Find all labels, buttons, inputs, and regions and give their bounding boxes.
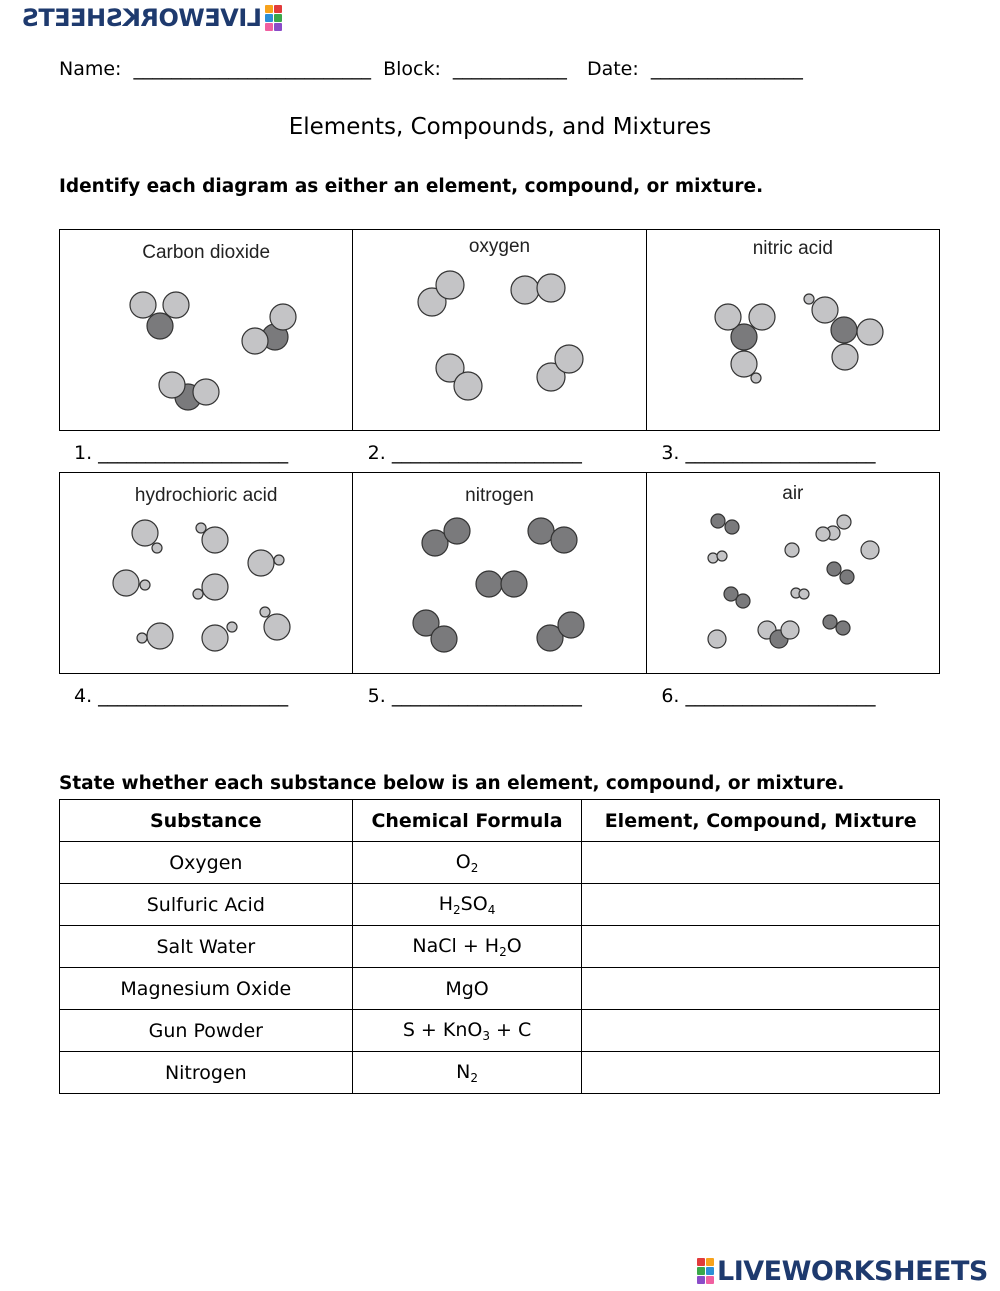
answer-blank-5[interactable]: 5. ____________________ [367, 685, 582, 707]
block-label: Block: [383, 58, 441, 80]
dark-atom [431, 626, 457, 652]
light-atom [196, 523, 206, 533]
answer-blank-1[interactable]: 1. ____________________ [74, 442, 289, 464]
light-atom [751, 373, 761, 383]
chemical-formula: $O_2$ [352, 842, 582, 884]
dark-atom [551, 527, 577, 553]
student-info-line [59, 58, 803, 80]
name-label: Name: [59, 58, 122, 80]
light-atom [749, 304, 775, 330]
nitric-acid-molecules [647, 230, 940, 430]
light-atom [159, 372, 185, 398]
block-blank[interactable]: ____________ [452, 58, 567, 80]
diagram-label: nitrogen [465, 485, 534, 506]
dark-atom [831, 317, 857, 343]
table-row [60, 926, 940, 968]
dark-atom [725, 520, 739, 534]
light-atom [193, 589, 203, 599]
dark-atom [823, 615, 837, 629]
chemical-formula: NaCl + $H_2O$ [352, 926, 582, 968]
light-atom [248, 550, 274, 576]
light-atom [227, 622, 237, 632]
liveworksheets-logo-bottom [697, 1255, 988, 1287]
light-atom [555, 345, 583, 373]
section2-instruction: State whether each substance below is an element, compound, or mixture. [59, 773, 845, 794]
classification-answer[interactable] [582, 842, 940, 884]
header-formula: Chemical Formula [352, 800, 582, 842]
air-molecules [647, 473, 940, 673]
light-atom [537, 274, 565, 302]
light-atom [113, 570, 139, 596]
chemical-formula: $H_2SO_4$ [352, 884, 582, 926]
header-substance: Substance [60, 800, 353, 842]
substance-name: Magnesium Oxide [60, 968, 353, 1010]
answer-blank-6[interactable]: 6. ____________________ [661, 685, 876, 707]
carbon-dioxide-molecules [60, 230, 353, 430]
table-row [60, 1052, 940, 1094]
substance-table-body [60, 842, 940, 1094]
light-atom [781, 621, 799, 639]
light-atom [193, 379, 219, 405]
light-atom [804, 294, 814, 304]
light-atom [140, 580, 150, 590]
light-atom [202, 625, 228, 651]
diagram-hydrochloric-acid [60, 473, 353, 673]
substance-name: Salt Water [60, 926, 353, 968]
light-atom [731, 351, 757, 377]
light-atom [202, 574, 228, 600]
light-atom [511, 276, 539, 304]
diagram-nitrogen [353, 473, 646, 673]
light-atom [454, 372, 482, 400]
diagram-carbon-dioxide [60, 230, 353, 430]
diagram-label: Carbon dioxide [142, 242, 271, 263]
dark-atom [528, 518, 554, 544]
logo-text: LIVEWORKSHEETS [717, 1255, 988, 1287]
classification-answer[interactable] [582, 1052, 940, 1094]
dark-atom [836, 621, 850, 635]
diagram-air [647, 473, 939, 673]
light-atom [785, 543, 799, 557]
diagram-label: air [782, 483, 804, 504]
dark-atom [147, 313, 173, 339]
diagram-label: oxygen [468, 236, 531, 257]
nitrogen-molecules [353, 473, 646, 673]
diagram-row-1 [59, 229, 940, 431]
light-atom [242, 328, 268, 354]
oxygen-molecules [353, 230, 646, 430]
light-atom [832, 344, 858, 370]
classification-answer[interactable] [582, 926, 940, 968]
diagram-label: hydrochioric acid [134, 485, 278, 506]
date-label: Date: [586, 58, 639, 80]
dark-atom [444, 518, 470, 544]
table-row [60, 884, 940, 926]
logo-blocks-icon [697, 1258, 714, 1284]
logo-blocks-icon [265, 5, 282, 31]
light-atom [837, 515, 851, 529]
light-atom [708, 553, 718, 563]
date-blank[interactable]: ________________ [650, 58, 803, 80]
dark-atom [827, 562, 841, 576]
dark-atom [840, 570, 854, 584]
classification-answer[interactable] [582, 1010, 940, 1052]
page-title: Elements, Compounds, and Mixtures [288, 114, 712, 140]
light-atom [260, 607, 270, 617]
light-atom [163, 292, 189, 318]
answers-row-1 [59, 442, 940, 464]
light-atom [137, 633, 147, 643]
table-row [60, 968, 940, 1010]
hydrochloric-acid-molecules [60, 473, 353, 673]
light-atom [436, 271, 464, 299]
light-atom [132, 520, 158, 546]
dark-atom [501, 571, 527, 597]
light-atom [202, 527, 228, 553]
name-blank[interactable]: _________________________ [133, 58, 372, 80]
table-header-row [60, 800, 940, 842]
classification-answer[interactable] [582, 968, 940, 1010]
diagram-nitric-acid [647, 230, 939, 430]
chemical-formula: MgO [352, 968, 582, 1010]
light-atom [147, 623, 173, 649]
logo-text: LIVEWORKSHEETS [22, 4, 262, 32]
section1-instruction: Identify each diagram as either an element, compound, or mixture. [59, 176, 764, 197]
chemical-formula: S + KnO$_3$ + C [352, 1010, 582, 1052]
substance-name: Gun Powder [60, 1010, 353, 1052]
light-atom [816, 527, 830, 541]
dark-atom [558, 612, 584, 638]
substance-name: Oxygen [60, 842, 353, 884]
light-atom [270, 304, 296, 330]
light-atom [861, 541, 879, 559]
table-row [60, 1010, 940, 1052]
light-atom [857, 319, 883, 345]
light-atom [264, 614, 290, 640]
light-atom [717, 551, 727, 561]
light-atom [715, 304, 741, 330]
diagram-label: nitric acid [752, 238, 833, 259]
light-atom [812, 297, 838, 323]
light-atom [708, 630, 726, 648]
answer-blank-3[interactable]: 3. ____________________ [661, 442, 876, 464]
answer-blank-2[interactable]: 2. ____________________ [367, 442, 582, 464]
answer-blank-4[interactable]: 4. ____________________ [74, 685, 289, 707]
answers-row-2 [59, 685, 940, 707]
dark-atom [476, 571, 502, 597]
table-row [60, 842, 940, 884]
diagram-row-2 [59, 472, 940, 674]
classification-answer[interactable] [582, 884, 940, 926]
substance-table [59, 799, 940, 1094]
liveworksheets-logo-top [22, 4, 282, 32]
light-atom [799, 589, 809, 599]
dark-atom [711, 514, 725, 528]
substance-name: Sulfuric Acid [60, 884, 353, 926]
substance-name: Nitrogen [60, 1052, 353, 1094]
header-classification: Element, Compound, Mixture [582, 800, 940, 842]
light-atom [274, 555, 284, 565]
chemical-formula: $N_2$ [352, 1052, 582, 1094]
dark-atom [736, 594, 750, 608]
light-atom [152, 543, 162, 553]
diagram-oxygen [353, 230, 646, 430]
light-atom [130, 292, 156, 318]
